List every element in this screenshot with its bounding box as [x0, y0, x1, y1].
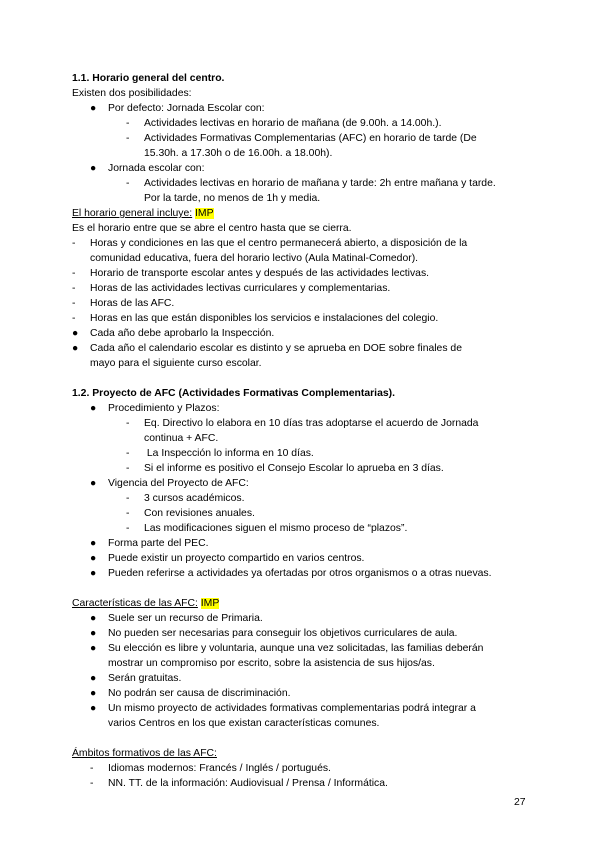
bullet-item-continuation: varios Centros en los que existan características comunes. [108, 718, 380, 729]
section-title-1-2: 1.2. Proyecto de AFC (Actividades Formativas Complementarias). [72, 388, 395, 399]
dash-item: - Las modificaciones siguen el mismo proceso de “plazos”. [126, 523, 408, 534]
dash-marker: - [126, 418, 130, 429]
bullet-dot: ● [90, 628, 97, 639]
imp-highlight: IMP [195, 208, 214, 219]
bullet-item: ● No podrán ser causa de discriminación. [90, 688, 291, 699]
bullet-dot: ● [90, 568, 97, 579]
dash-marker: - [72, 238, 76, 249]
bullet-item: ● Cada año el calendario escolar es distinto y se aprueba en DOE sobre finales de [72, 343, 462, 354]
dash-marker: - [126, 463, 130, 474]
bullet-item: ● Un mismo proyecto de actividades formativas complementarias podrá integrar a [90, 703, 476, 714]
bullet-dot: ● [90, 103, 97, 114]
bullet-dot: ● [90, 643, 97, 654]
bullet-dot: ● [72, 343, 79, 354]
dash-item: - Actividades Formativas Complementarias (AFC) en horario de tarde (De [126, 133, 477, 144]
dash-item: - Horas de las AFC. [72, 298, 175, 309]
dash-marker: - [126, 133, 130, 144]
bullet-dot: ● [90, 703, 97, 714]
dash-item: - 3 cursos académicos. [126, 493, 245, 504]
dash-item: - NN. TT. de la información: Audiovisual / Prensa / Informática. [90, 778, 388, 789]
paragraph: Existen dos posibilidades: [72, 88, 192, 99]
dash-item: - La Inspección lo informa en 10 días. [126, 448, 314, 459]
dash-item: - Si el informe es positivo el Consejo Escolar lo aprueba en 3 días. [126, 463, 444, 474]
bullet-item: ● Serán gratuitas. [90, 673, 182, 684]
includes-heading: El horario general incluye: IMP [72, 208, 214, 219]
bullet-item: ● Su elección es libre y voluntaria, aunque una vez solicitadas, las familias deberán [90, 643, 484, 654]
areas-heading: Ámbitos formativos de las AFC: [72, 748, 217, 759]
bullet-item: ● Por defecto: Jornada Escolar con: [90, 103, 265, 114]
bullet-dot: ● [90, 613, 97, 624]
bullet-item: ● Vigencia del Proyecto de AFC: [90, 478, 249, 489]
imp-highlight: IMP [200, 598, 220, 609]
dash-marker: - [126, 118, 130, 129]
dash-item-continuation: continua + AFC. [144, 433, 219, 444]
dash-marker: - [90, 778, 94, 789]
bullet-item: ● Jornada escolar con: [90, 163, 205, 174]
dash-marker: - [126, 523, 130, 534]
document-body [72, 71, 528, 791]
dash-item: - Con revisiones anuales. [126, 508, 255, 519]
dash-marker: - [90, 763, 94, 774]
dash-marker: - [126, 178, 130, 189]
bullet-dot: ● [90, 688, 97, 699]
dash-marker: - [72, 268, 76, 279]
dash-marker: - [126, 508, 130, 519]
section-title-1-1: 1.1. Horario general del centro. [72, 73, 225, 84]
bullet-item-continuation: mayo para el siguiente curso escolar. [90, 358, 262, 369]
bullet-item: ● Procedimiento y Plazos: [90, 403, 220, 414]
bullet-item: ● Pueden referirse a actividades ya ofertadas por otros organismos o a otras nuevas. [90, 568, 492, 579]
bullet-dot: ● [90, 478, 97, 489]
characteristics-heading: Características de las AFC: IMP [72, 598, 220, 609]
bullet-dot: ● [90, 553, 97, 564]
bullet-dot: ● [72, 328, 79, 339]
bullet-item-continuation: mostrar un compromiso por escrito, sobre la asistencia de sus hijos/as. [108, 658, 435, 669]
bullet-dot: ● [90, 163, 97, 174]
bullet-dot: ● [90, 538, 97, 549]
bullet-item: ● Forma parte del PEC. [90, 538, 209, 549]
dash-marker: - [126, 448, 130, 459]
dash-marker: - [72, 313, 76, 324]
bullet-dot: ● [90, 403, 97, 414]
dash-item: - Horas en las que están disponibles los servicios e instalaciones del colegio. [72, 313, 439, 324]
dash-item: - Horas de las actividades lectivas curriculares y complementarias. [72, 283, 391, 294]
page-number: 27 [514, 797, 526, 808]
dash-marker: - [126, 493, 130, 504]
dash-item: - Actividades lectivas en horario de mañana (de 9.00h. a 14.00h.). [126, 118, 442, 129]
bullet-item: ● No pueden ser necesarias para conseguir los objetivos curriculares de aula. [90, 628, 458, 639]
dash-item: - Eq. Directivo lo elabora en 10 días tras adoptarse el acuerdo de Jornada [126, 418, 479, 429]
bullet-item: ● Puede existir un proyecto compartido en varios centros. [90, 553, 365, 564]
bullet-dot: ● [90, 673, 97, 684]
dash-item-continuation: Por la tarde, no menos de 1h y media. [144, 193, 321, 204]
dash-item: - Horario de transporte escolar antes y después de las actividades lectivas. [72, 268, 430, 279]
dash-item: - Horas y condiciones en las que el centro permanecerá abierto, a disposición de la [72, 238, 468, 249]
bullet-item: ● Suele ser un recurso de Primaria. [90, 613, 263, 624]
dash-marker: - [72, 283, 76, 294]
dash-item-continuation: 15.30h. a 17.30h o de 16.00h. a 18.00h). [144, 148, 333, 159]
dash-item: - Actividades lectivas en horario de mañana y tarde: 2h entre mañana y tarde. [126, 178, 496, 189]
dash-marker: - [72, 298, 76, 309]
paragraph: Es el horario entre que se abre el centro hasta que se cierra. [72, 223, 352, 234]
dash-item-continuation: comunidad educativa, fuera del horario lectivo (Aula Matinal-Comedor). [90, 253, 419, 264]
dash-item: - Idiomas modernos: Francés / Inglés / portugués. [90, 763, 331, 774]
bullet-item: ● Cada año debe aprobarlo la Inspección. [72, 328, 275, 339]
